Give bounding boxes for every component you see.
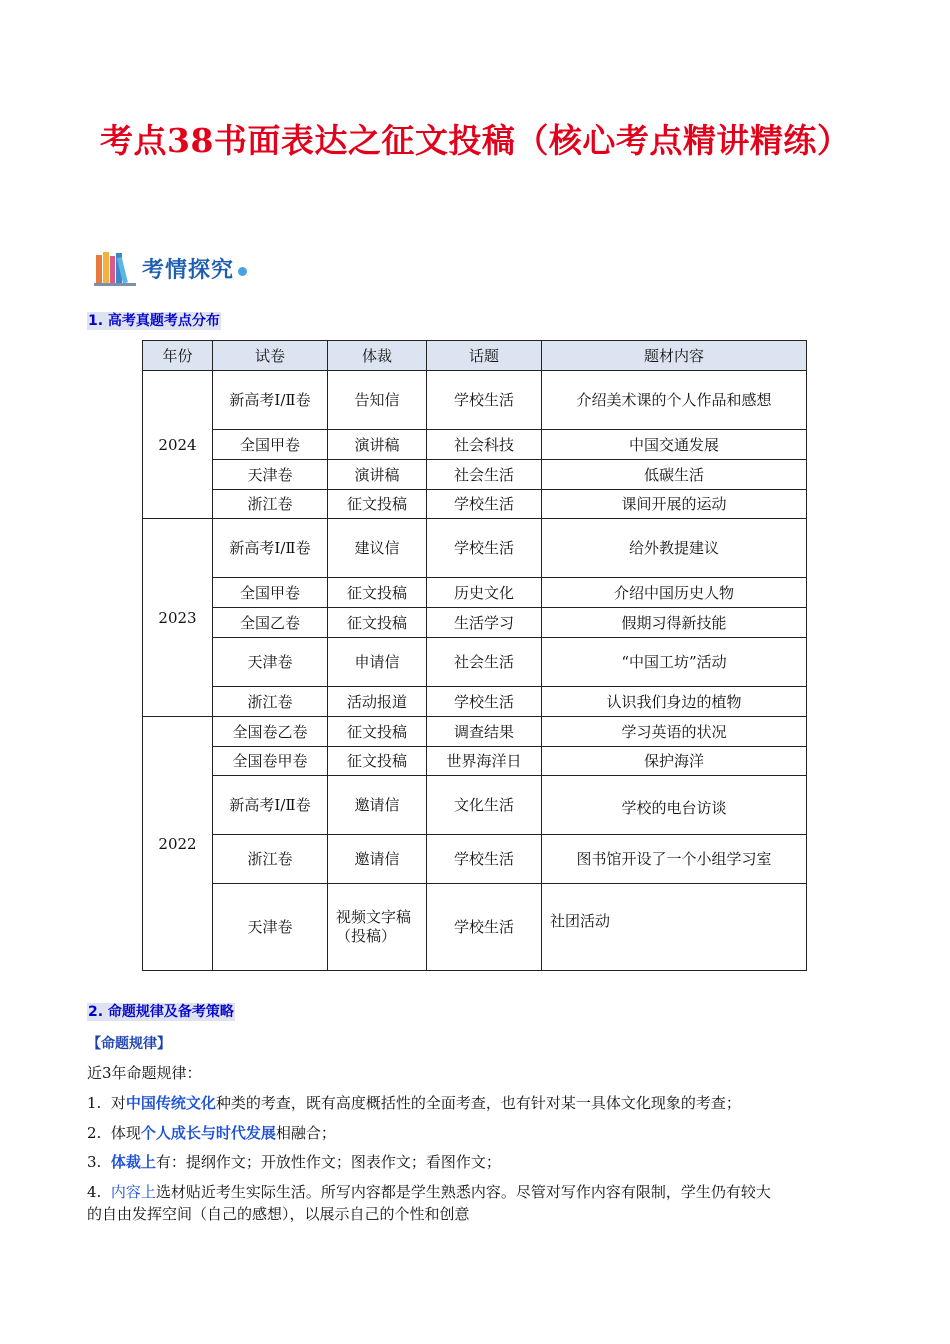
- year-cell: 2023: [143, 519, 213, 717]
- cell: 演讲稿: [328, 460, 427, 490]
- cell: 社会生活: [427, 460, 542, 490]
- item-post: 有：提纲作文；开放性作文；图表作文；看图作文；: [155, 1153, 501, 1171]
- table-row: [143, 776, 807, 835]
- cell: 活动报道: [328, 687, 427, 717]
- cell: 调查结果: [427, 717, 542, 747]
- cell: 演讲稿: [328, 430, 427, 460]
- cell: 保护海洋: [542, 747, 807, 776]
- header-cell: 年份: [143, 341, 213, 371]
- item-highlight: 中国传统文化: [125, 1094, 216, 1112]
- list-item: [87, 1151, 501, 1173]
- table-row: [143, 608, 807, 638]
- cell: 视频文字稿（投稿）: [328, 884, 427, 971]
- cell: 学校生活: [427, 490, 542, 519]
- item-number: 3.: [87, 1153, 102, 1171]
- cell: 告知信: [328, 371, 427, 430]
- header-cell: 试卷: [213, 341, 328, 371]
- cell: 介绍美术课的个人作品和感想: [542, 371, 807, 430]
- year-cell: 2024: [143, 371, 213, 519]
- cell: 全国卷甲卷: [213, 747, 328, 776]
- table-row: [143, 747, 807, 776]
- list-item: [87, 1181, 867, 1225]
- cell: 世界海洋日: [427, 747, 542, 776]
- cell: 学校的电台访谈: [542, 776, 807, 835]
- year-cell: 2022: [143, 717, 213, 971]
- cell: 中国交通发展: [542, 430, 807, 460]
- table-row: [143, 519, 807, 578]
- item-continuation: 的自由发挥空间（自己的感想），以展示自己的个性和创意: [87, 1205, 470, 1223]
- cell: 低碳生活: [542, 460, 807, 490]
- cell: 浙江卷: [213, 490, 328, 519]
- section1-heading: 1. 高考真题考点分布: [88, 313, 220, 329]
- item-post: 种类的考查，既有高度概括性的全面考查，也有针对某一具体文化现象的考查；: [215, 1094, 741, 1112]
- cell: 全国乙卷: [213, 608, 328, 638]
- cell: 申请信: [328, 638, 427, 687]
- cell: 天津卷: [213, 460, 328, 490]
- table-row: [143, 687, 807, 717]
- header-cell: 体裁: [328, 341, 427, 371]
- cell: 新高考Ⅰ/Ⅱ卷: [213, 371, 328, 430]
- header-cell: 题材内容: [542, 341, 807, 371]
- cell: 生活学习: [427, 608, 542, 638]
- cell: 天津卷: [213, 884, 328, 971]
- cell: 全国甲卷: [213, 578, 328, 608]
- cell: 课间开展的运动: [542, 490, 807, 519]
- cell: 新高考Ⅰ/Ⅱ卷: [213, 519, 328, 578]
- table-row: [143, 638, 807, 687]
- item-number: 1.: [87, 1094, 102, 1112]
- dot-icon: [238, 267, 247, 276]
- item-highlight: 内容上: [110, 1183, 156, 1201]
- cell: 邀请信: [328, 776, 427, 835]
- cell: 学校生活: [427, 519, 542, 578]
- table-row: [143, 835, 807, 884]
- cell: 征文投稿: [328, 578, 427, 608]
- cell: 征文投稿: [328, 490, 427, 519]
- cell: 征文投稿: [328, 747, 427, 776]
- cell: 全国甲卷: [213, 430, 328, 460]
- table-row: [143, 460, 807, 490]
- rule-label: [87, 1032, 171, 1055]
- bookshelf-icon: [94, 249, 140, 287]
- cell: 学习英语的状况: [542, 717, 807, 747]
- cell: 学校生活: [427, 884, 542, 971]
- bracket-label: 【命题规律】: [87, 1036, 171, 1052]
- table-row: [143, 490, 807, 519]
- cell: 社会科技: [427, 430, 542, 460]
- cell: 图书馆开设了一个小组学习室: [542, 835, 807, 884]
- item-number: 4.: [87, 1183, 102, 1201]
- table-row: [143, 371, 807, 430]
- item-pre: 对: [110, 1094, 126, 1112]
- intro-line: 近3年命题规律：: [87, 1064, 202, 1082]
- cell: 给外教提建议: [542, 519, 807, 578]
- item-post: 选材贴近考生实际生活。所写内容都是学生熟悉内容。尽管对写作内容有限制，学生仍有较大: [155, 1183, 771, 1201]
- cell: 新高考Ⅰ/Ⅱ卷: [213, 776, 328, 835]
- item-highlight: 个人成长与时代发展: [140, 1124, 276, 1142]
- cell: 征文投稿: [328, 717, 427, 747]
- cell: 学校生活: [427, 835, 542, 884]
- banner-label: 考情探究: [142, 257, 235, 283]
- cell: 浙江卷: [213, 835, 328, 884]
- item-number: 2.: [87, 1124, 102, 1142]
- page-title: 考点38书面表达之征文投稿（核心考点精讲精练）: [100, 121, 851, 160]
- cell: 文化生活: [427, 776, 542, 835]
- cell: 全国卷乙卷: [213, 717, 328, 747]
- cell: 学校生活: [427, 371, 542, 430]
- section-banner: [94, 249, 247, 287]
- header-cell: 话题: [427, 341, 542, 371]
- cell: 天津卷: [213, 638, 328, 687]
- cell: 浙江卷: [213, 687, 328, 717]
- item-post: 相融合；: [275, 1124, 336, 1142]
- table-row: [143, 884, 807, 971]
- cell: 社团活动: [542, 884, 807, 971]
- cell: 假期习得新技能: [542, 608, 807, 638]
- table-row: [143, 430, 807, 460]
- cell: 社会生活: [427, 638, 542, 687]
- cell: 学校生活: [427, 687, 542, 717]
- cell: 介绍中国历史人物: [542, 578, 807, 608]
- cell: 邀请信: [328, 835, 427, 884]
- list-item: [87, 1092, 741, 1114]
- cell: 历史文化: [427, 578, 542, 608]
- exam-distribution-table: [142, 340, 807, 971]
- list-item: [87, 1122, 336, 1144]
- cell: 建议信: [328, 519, 427, 578]
- table-header-row: [143, 341, 807, 371]
- item-highlight: 体裁上: [110, 1153, 156, 1171]
- table-row: [143, 578, 807, 608]
- table-row: [143, 717, 807, 747]
- section2-heading: 2. 命题规律及备考策略: [88, 1004, 234, 1020]
- cell: 征文投稿: [328, 608, 427, 638]
- cell: 认识我们身边的植物: [542, 687, 807, 717]
- cell: “中国工坊”活动: [542, 638, 807, 687]
- item-pre: 体现: [110, 1124, 141, 1142]
